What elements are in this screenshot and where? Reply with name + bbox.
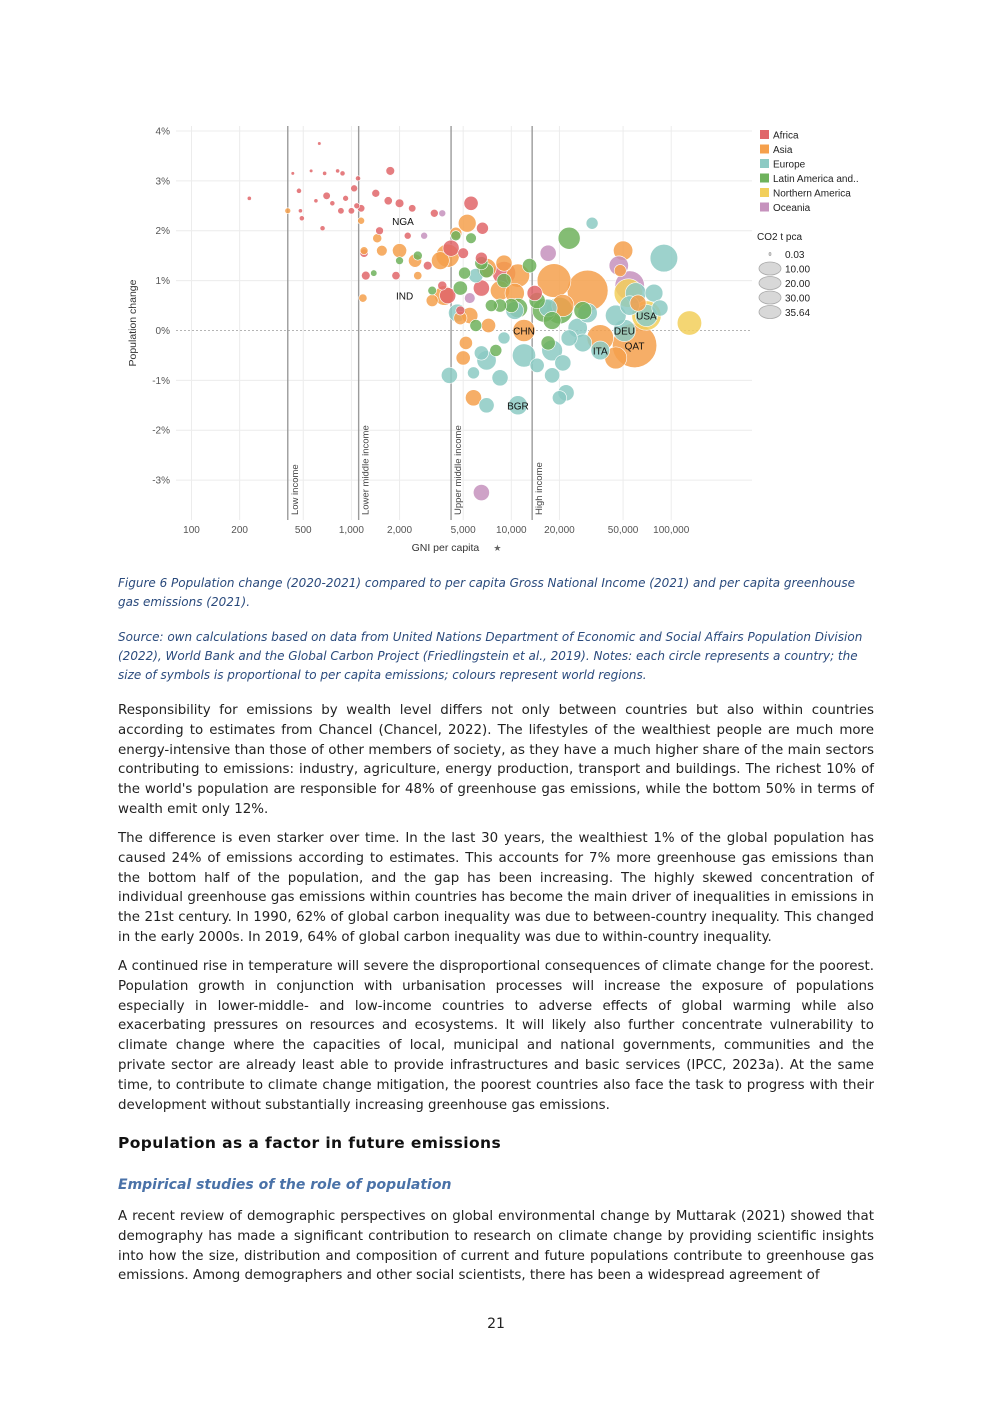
country-bubble (466, 233, 477, 244)
country-bubble (423, 261, 432, 270)
paragraph-emissions-over-time: The difference is even starker over time. In the last 30 years, the wealthiest 1% of the global population has caused 24% of emissions according to estimates. This accounts for 7% more greenhouse gas emissions than the bottom half of the population, and the gap has been increasing. The highly skewed concentration of individual greenhouse gas emissions within countries has become the main driver of inequalities in emissions in the 21st century. In 1990, 62% of global carbon inequality was due to between-country inequality. This changed in the early 2000s. In 2019, 64% of global carbon inequality was due to within-country inequality. (118, 831, 874, 945)
country-bubble (464, 196, 478, 210)
country-bubble (413, 251, 422, 260)
size-legend-marker (759, 262, 781, 275)
chart-legend (757, 130, 859, 319)
country-bubble (541, 336, 555, 350)
country-bubble (451, 231, 461, 241)
country-bubble (492, 370, 508, 386)
size-legend-label: 30.00 (785, 293, 811, 305)
country-bubble (474, 346, 488, 360)
paragraph-demographic-review: A recent review of demographic perspectives on global environmental change by Muttarak (2021) showed that demography has made a significant contribution to research on climate change by providing scientific insights into how the size, distribution and composition of current and future populations contribute to greenhouse gas emissions. Among demographers and other social scientists, there has been a widespread agreement of (118, 1209, 874, 1284)
country-bubble (467, 367, 479, 379)
country-bubble (392, 271, 400, 279)
legend-label: Asia (773, 145, 793, 156)
country-bubble (552, 391, 566, 405)
x-tick-label: 20,000 (544, 525, 575, 536)
country-bubble (340, 171, 345, 176)
country-bubble (586, 217, 598, 229)
legend-label: Europe (773, 159, 806, 171)
size-legend-marker (759, 306, 781, 319)
country-bubble (299, 216, 304, 221)
country-bubble (475, 252, 487, 264)
country-bubble (650, 244, 678, 272)
country-bubble (247, 196, 251, 200)
country-label-bgr: BGR (507, 401, 529, 413)
country-bubble (426, 295, 438, 307)
country-bubble (428, 286, 437, 295)
country-label-nga: NGA (392, 216, 414, 228)
country-bubble (421, 232, 428, 239)
country-bubble (630, 295, 646, 311)
y-tick-label: -2% (152, 425, 170, 437)
y-tick-label: 3% (155, 176, 170, 188)
subsection-heading: Empirical studies of the role of population (118, 1177, 452, 1193)
legend-swatch (760, 174, 769, 183)
country-bubble (540, 245, 556, 261)
population-change-scatter-chart (120, 118, 880, 563)
country-bubble (386, 167, 395, 176)
country-bubble (314, 199, 318, 203)
country-bubble (438, 281, 447, 290)
size-legend-marker (759, 291, 781, 304)
country-bubble (358, 217, 365, 224)
country-label-deu: DEU (613, 326, 636, 338)
country-bubble (322, 171, 326, 175)
paragraph-temperature-rise: A continued rise in temperature will severe the disproportional consequences of climate change for the poorest. Population growth in conjunction with urbanisation processes will increase the exposure of populations especially in lower-middle- and low-income countries to adverse effects of global warming while also exacerbating pressures on resources and ecosystems. It will likely also further concentrate vulnerability to climate change where the capacities of local, municipal and national governments, communities and the private sector are already least able to provide infrastructures and basic services (IPCC, 2023a). At the same time, to contribute to climate change mitigation, the poorest countries also face the task to progress with their development without substantially increasing greenhouse gas emissions. (118, 959, 874, 1113)
country-bubble (395, 199, 404, 208)
size-legend-label: 20.00 (785, 279, 811, 290)
country-bubble (392, 244, 406, 258)
x-tick-label: 50,000 (607, 525, 639, 536)
country-bubble (371, 270, 377, 276)
x-tick-label: 10,000 (496, 525, 527, 536)
country-bubble (496, 255, 512, 271)
income-threshold-label: Low income (289, 464, 301, 516)
country-bubble (574, 302, 592, 320)
pin-icon: ★ (493, 543, 502, 553)
x-tick-label: 100,000 (653, 525, 690, 536)
country-bubble (354, 203, 360, 209)
country-bubble (470, 319, 482, 331)
y-tick-label: 1% (155, 276, 170, 288)
country-label-ita: ITA (592, 346, 608, 358)
size-legend-label: 0.03 (785, 250, 805, 261)
country-bubble (296, 188, 301, 193)
page-number: 21 (487, 1316, 505, 1332)
country-bubble (323, 192, 330, 199)
country-bubble (309, 169, 313, 173)
country-bubble (441, 367, 457, 383)
country-bubble (430, 209, 438, 217)
country-bubble (330, 201, 335, 206)
size-legend-label: 35.64 (785, 308, 811, 319)
country-label-ind: IND (395, 291, 414, 303)
country-bubble (490, 344, 502, 356)
country-bubble (291, 172, 295, 176)
income-threshold-label: Lower middle income (360, 425, 372, 516)
income-threshold-label: High income (534, 462, 546, 516)
country-bubble (372, 189, 380, 197)
y-tick-label: 4% (155, 126, 170, 138)
country-bubble (373, 234, 382, 243)
figure-caption: Figure 6 Population change (2020-2021) compared to per capita Gross National Income (2021) and per capita greenhouse gas emissions (2021). (118, 576, 856, 609)
country-bubble (439, 210, 446, 217)
x-tick-label: 1,000 (338, 525, 364, 536)
country-bubble (360, 247, 368, 255)
legend-label: Latin America and.. (773, 174, 859, 185)
x-tick-label: 5,000 (450, 525, 476, 536)
x-tick-label: 2,000 (387, 525, 413, 536)
y-tick-label: -1% (152, 375, 170, 387)
legend-swatch (760, 188, 769, 197)
country-bubble (443, 240, 459, 256)
country-bubble (318, 142, 322, 146)
country-label-qat: QAT (624, 341, 645, 353)
paragraph-emissions-wealth: Responsibility for emissions by wealth level differs not only between countries but also within countries according to estimates from Chancel (Chancel, 2022). The lifestyles of the wealthiest people are much more energy-intensive than those of other members of society, as they have a much higher share of the main sectors contributing to emissions: industry, agriculture, energy production, transport and buildings. The richest 10% of the world's population are responsible for 48% of greenhouse gas emissions, while the bottom 50% in terms of wealth emit only 12%. (118, 703, 874, 817)
y-tick-label: 2% (155, 226, 170, 238)
country-bubble (285, 208, 291, 214)
country-bubble (614, 265, 626, 277)
legend-label: Northern America (773, 188, 851, 200)
country-bubble (343, 195, 349, 201)
legend-swatch (760, 145, 769, 154)
size-legend-marker (769, 252, 771, 255)
country-bubble (479, 398, 494, 413)
x-tick-label: 100 (183, 525, 200, 536)
country-bubble (522, 258, 536, 272)
legend-label: Oceania (773, 203, 811, 214)
income-threshold-label: Upper middle income (453, 425, 465, 516)
country-bubble (544, 368, 559, 383)
country-bubble (376, 227, 384, 235)
country-bubble (645, 284, 663, 302)
country-bubble (376, 245, 387, 256)
country-bubble (348, 208, 354, 214)
country-bubble (458, 248, 469, 259)
country-bubble (320, 226, 325, 231)
section-heading: Population as a factor in future emissions (118, 1134, 502, 1152)
country-bubble (561, 330, 577, 346)
size-legend-marker (759, 277, 781, 290)
country-bubble (558, 227, 580, 249)
country-bubble (464, 293, 475, 304)
y-tick-label: 0% (155, 325, 170, 337)
country-bubble (677, 311, 701, 335)
country-label-usa: USA (636, 311, 657, 323)
chart-bubbles (247, 142, 701, 501)
country-bubble (527, 285, 542, 300)
legend-label: Africa (773, 130, 799, 142)
legend-swatch (760, 130, 769, 139)
legend-swatch (760, 203, 769, 212)
x-axis-title: GNI per capita (411, 542, 480, 554)
country-bubble (414, 271, 422, 279)
country-bubble (543, 312, 561, 330)
country-bubble (355, 176, 360, 181)
country-bubble (359, 294, 367, 302)
country-bubble (298, 209, 302, 213)
legend-swatch (760, 159, 769, 168)
country-bubble (338, 208, 344, 214)
y-axis-title: Population change (127, 279, 139, 367)
country-bubble (497, 273, 511, 287)
size-legend-title: CO2 t pca (757, 232, 803, 243)
country-bubble (361, 271, 370, 280)
country-bubble (408, 205, 415, 212)
size-legend-label: 10.00 (785, 264, 811, 276)
country-bubble (459, 336, 472, 349)
figure-source-note: Source: own calculations based on data from United Nations Department of Economic and Social Affairs Population Division (2022), World Bank and the Global Carbon Project (Friedlingstein et al., 2019). Notes: each circle represents a country; the size of symbols is proportional to per capita emissions; colours represent world regions. (118, 630, 863, 682)
country-label-chn: CHN (513, 326, 535, 338)
country-bubble (396, 257, 404, 265)
country-bubble (351, 185, 358, 192)
country-bubble (498, 332, 510, 344)
country-bubble (459, 267, 471, 279)
country-bubble (336, 169, 340, 173)
country-bubble (384, 197, 392, 205)
country-bubble (481, 318, 495, 332)
country-bubble (555, 355, 571, 371)
country-bubble (404, 232, 411, 239)
country-bubble (456, 306, 465, 315)
x-tick-label: 500 (294, 525, 312, 536)
country-bubble (530, 358, 544, 372)
country-bubble (476, 222, 488, 234)
country-bubble (485, 300, 497, 312)
country-bubble (473, 484, 489, 500)
country-bubble (453, 281, 467, 295)
country-bubble (456, 351, 470, 365)
x-tick-label: 200 (231, 525, 248, 536)
income-threshold-lines (288, 126, 545, 520)
y-tick-label: -3% (152, 475, 170, 487)
